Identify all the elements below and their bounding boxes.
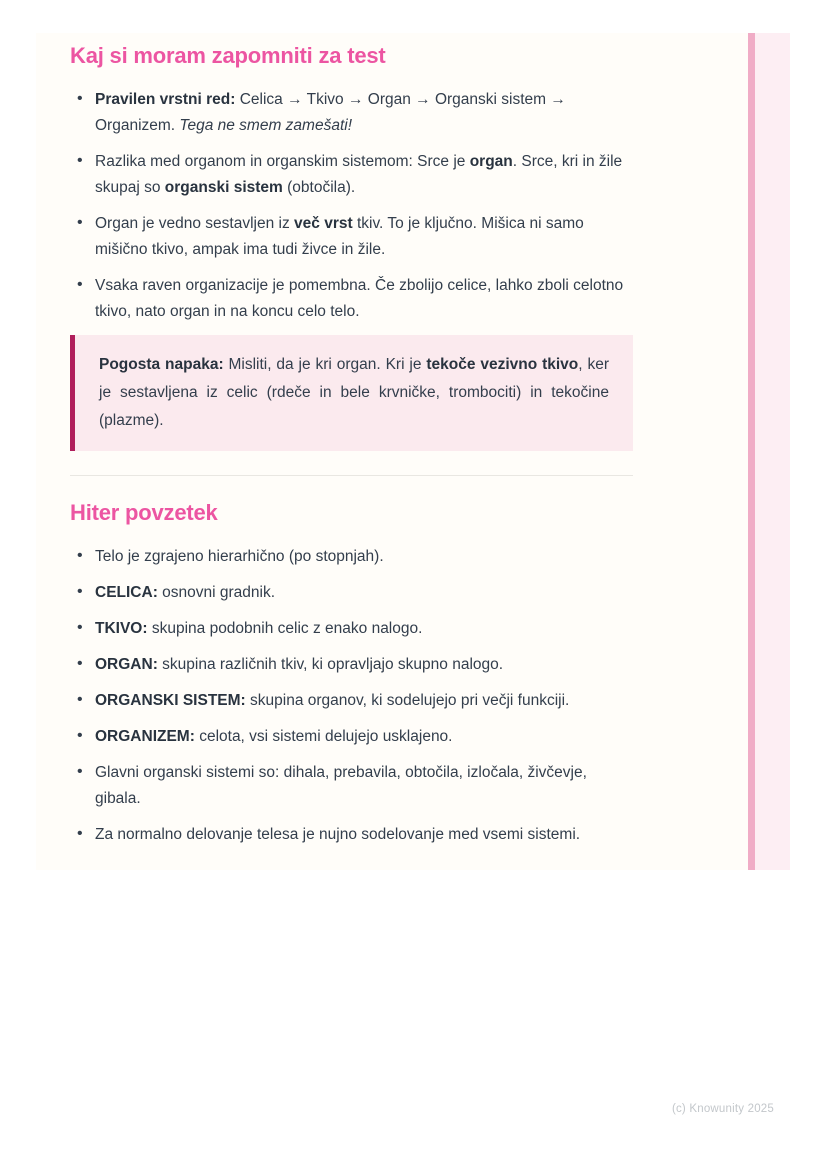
card-content xyxy=(36,33,633,848)
list-item: • TKIVO: skupina podobnih celic z enako nalogo. xyxy=(70,616,633,642)
bullet-list-quick-summary xyxy=(70,544,633,848)
list-item: • Pravilen vrstni red: Celica → Tkivo → Organ → Organski sistem → Organizem. Tega ne smem zamešati! xyxy=(70,87,633,139)
list-item: • Glavni organski sistemi so: dihala, prebavila, obtočila, izločala, živčevje, gibala. xyxy=(70,760,633,812)
section-divider xyxy=(70,475,633,476)
section-test-reminders xyxy=(70,43,633,451)
list-item: • Za normalno delovanje telesa je nujno sodelovanje med vsemi sistemi. xyxy=(70,822,633,848)
list-item: • ORGANIZEM: celota, vsi sistemi delujejo usklajeno. xyxy=(70,724,633,750)
right-accent-stripe xyxy=(748,33,790,870)
common-mistake-callout xyxy=(70,335,633,451)
section-quick-summary xyxy=(70,500,633,848)
notes-card xyxy=(36,33,790,870)
list-item: • CELICA: osnovni gradnik. xyxy=(70,580,633,606)
list-item: • Telo je zgrajeno hierarhično (po stopnjah). xyxy=(70,544,633,570)
list-item: • ORGAN: skupina različnih tkiv, ki opravljajo skupno nalogo. xyxy=(70,652,633,678)
footer-credit: (c) Knowunity 2025 xyxy=(671,1103,774,1115)
list-item: • Vsaka raven organizacije je pomembna. Če zbolijo celice, lahko zboli celotno tkivo, nato organ in na koncu celo telo. xyxy=(70,273,633,325)
list-item: • Razlika med organom in organskim sistemom: Srce je organ. Srce, kri in žile skupaj so organski sistem (obtočila). xyxy=(70,149,633,201)
section-title-test-reminders: Kaj si moram zapomniti za test xyxy=(70,43,386,68)
list-item: • ORGANSKI SISTEM: skupina organov, ki sodelujejo pri večji funkciji. xyxy=(70,688,633,714)
callout-text: Pogosta napaka: Misliti, da je kri organ. Kri je tekoče vezivno tkivo, ker je sestavljena iz celic (rdeče in bele krvničke, trombociti) in tekočine (plazme). xyxy=(99,356,609,429)
section-title-quick-summary: Hiter povzetek xyxy=(70,500,218,525)
list-item: • Organ je vedno sestavljen iz več vrst tkiv. To je ključno. Mišica ni samo mišično tkivo, ampak ima tudi živce in žile. xyxy=(70,211,633,263)
bullet-list-test-reminders xyxy=(70,87,633,325)
